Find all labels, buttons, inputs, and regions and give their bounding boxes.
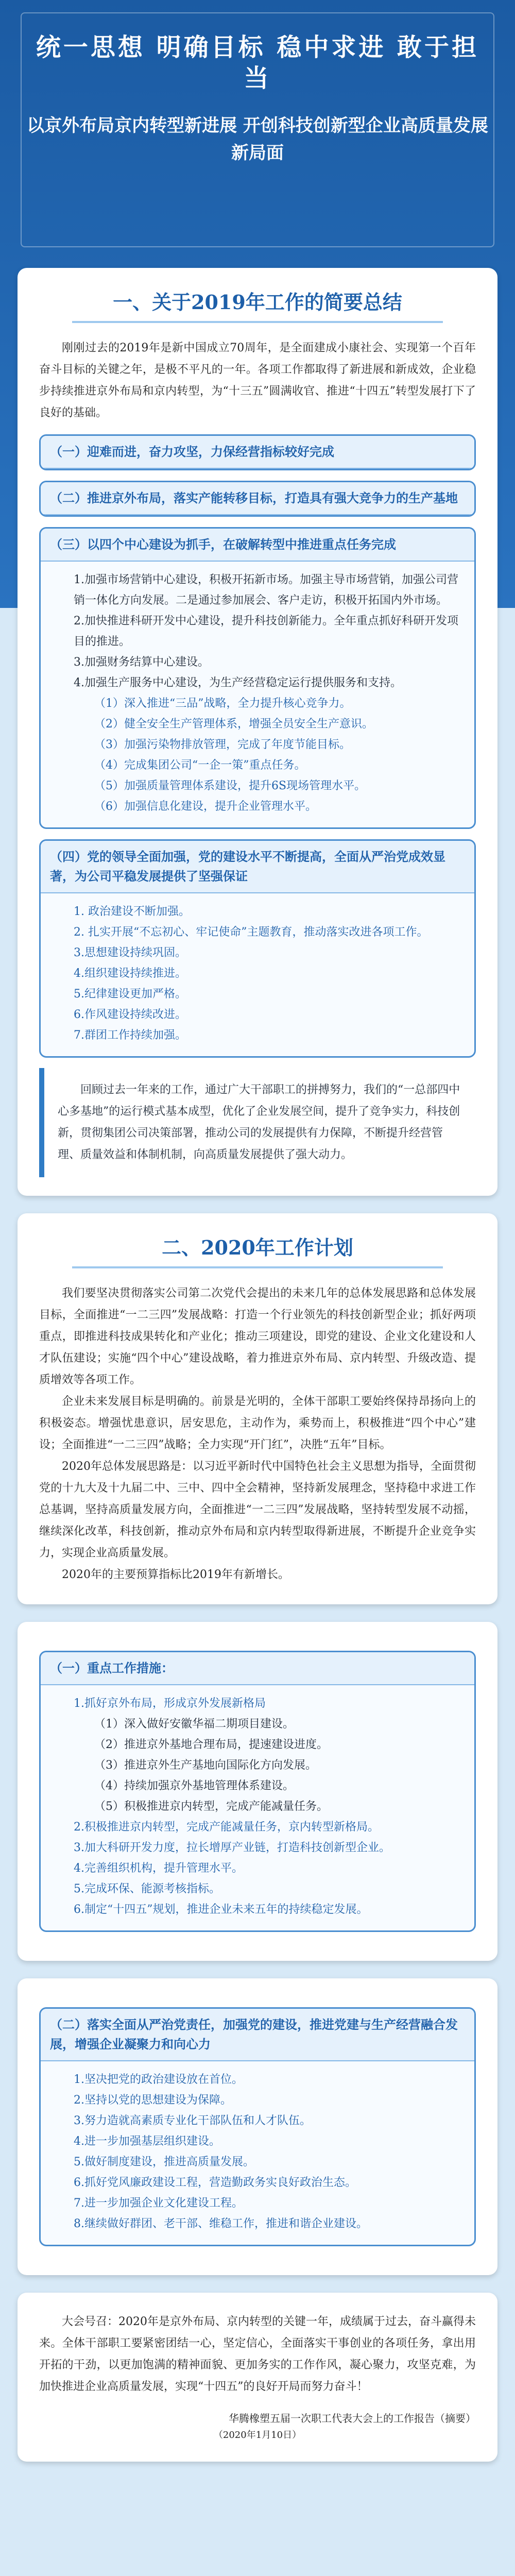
list-item: 5.完成环保、能源考核指标。 — [74, 1883, 220, 1895]
list-item: 1.坚决把党的政治建设放在首位。 — [74, 2073, 243, 2086]
closing-paragraph: 大会号召：2020年是京外布局、京内转型的关键一年，成绩属于过去，奋斗赢得未来。全体干部职工要紧密团结一心，坚定信心，全面落实干事创业的各项任务，拿出用开拓的干劲，以更加饱满的精神面貌、更加务实的工作作风，凝心聚力，攻坚克难，为加快推进企业高质量发展，实现“十四五”的良好开局而努力奋斗！ — [39, 2315, 476, 2393]
list-item: （3）推进京外生产基地向国际化方向发展。 — [94, 1759, 317, 1772]
section-party-building — [18, 1978, 497, 2275]
closing-section — [18, 2293, 497, 2462]
summary-box-2 — [39, 481, 476, 517]
section-title-2020: 二、2020年工作计划 — [72, 1232, 443, 1268]
list-item: 4.进一步加强基层组织建设。 — [74, 2135, 220, 2148]
section-2019-summary — [18, 268, 497, 1196]
plan-paragraph: 企业未来发展目标是明确的。前景是光明的，全体干部职工要始终保持昂扬向上的积极姿态。增强忧患意识，居安思危，主动作为，乘势而上，积极推进“四个中心”建设；全面推进“一二三四”战略；全力实现“开门红”，决胜“五年”目标。 — [39, 1395, 476, 1451]
list-item: 2.积极推进京内转型，完成产能减量任务，京内转型新格局。 — [74, 1821, 379, 1834]
list-item: （4）完成集团公司“一企一策”重点任务。 — [94, 759, 306, 772]
summary-box-1 — [39, 434, 476, 470]
measures-title: （一）重点工作措施： — [41, 1652, 474, 1685]
summary-box-4-title: （四）党的领导全面加强，党的建设水平不断提高，全面从严治党成效显著，为公司平稳发展提供了坚强保证 — [41, 841, 474, 893]
list-item: 2.加快推进科研开发中心建设，提升科技创新能力。全年重点抓好科研开发项目的推进。 — [74, 615, 458, 648]
list-item: 7.进一步加强企业文化建设工程。 — [74, 2197, 243, 2210]
list-item: 2. 扎实开展“不忘初心、牢记使命”主题教育，推动落实改进各项工作。 — [74, 926, 428, 939]
summary-box-2-title: （二）推进京外布局，落实产能转移目标，打造具有强大竞争力的生产基地 — [41, 482, 474, 515]
list-item: 3.努力造就高素质专业化干部队伍和人才队伍。 — [74, 2114, 311, 2127]
intro-paragraph: 刚刚过去的2019年是新中国成立70周年，是全面建成小康社会、实现第一个百年奋斗目标的关键之年，是极不平凡的一年。各项工作都取得了新进展和新成效，企业稳步持续推进京外布局和京内转型，为“十三五”圆满收官、推进“十四五”转型发展打下了良好的基础。 — [39, 342, 476, 419]
summary-box-4 — [39, 839, 476, 1058]
list-item: （4）持续加强京外基地管理体系建设。 — [94, 1780, 294, 1792]
list-item: 2.坚持以党的思想建设为保障。 — [74, 2094, 232, 2107]
list-item: 6.作风建设持续改进。 — [74, 1008, 186, 1021]
report-header — [0, 0, 515, 268]
list-item: （1）深入做好安徽华福二期项目建设。 — [94, 1718, 294, 1731]
list-item: （3）加强污染物排放管理，完成了年度节能目标。 — [94, 738, 351, 751]
list-item: 5.纪律建设更加严格。 — [74, 988, 186, 1001]
list-item: 3.思想建设持续巩固。 — [74, 946, 186, 959]
report-content — [0, 268, 515, 2510]
list-item: 3.加大科研开发力度，拉长增厚产业链，打造科技创新型企业。 — [74, 1841, 390, 1854]
list-item: （5）积极推进京内转型，完成产能减量任务。 — [94, 1800, 328, 1813]
list-item: 3.加强财务结算中心建设。 — [74, 656, 209, 669]
summary-box-1-title: （一）迎难而进，奋力攻坚，力保经营指标较好完成 — [41, 436, 474, 469]
plan-paragraph: 我们要坚决贯彻落实公司第二次党代会提出的未来几年的总体发展思路和总体发展目标，全面推进“一二三四”发展战略：打造一个行业领先的科技创新型企业；抓好两项重点，即推进科技成果转化和产业化；推动三项建设，即党的建设、企业文化建设和人才队伍建设；实施“四个中心”建设战略，着力推进京外布局、京内转型、升级改造、提质增效等各项工作。 — [39, 1287, 476, 1386]
list-item: 6.抓好党风廉政建设工程，营造勤政务实良好政治生态。 — [74, 2176, 356, 2189]
party-title: （二）落实全面从严治党责任，加强党的建设，推进党建与生产经营融合发展，增强企业凝聚力和向心力 — [41, 2009, 474, 2061]
measures-box — [39, 1651, 476, 1932]
report-date: （2020年1月10日） — [213, 2430, 302, 2441]
list-item: 4.加强生产服务中心建设，为生产经营稳定运行提供服务和支持。 — [74, 676, 402, 689]
list-item: 8.继续做好群团、老干部、维稳工作，推进和谐企业建设。 — [74, 2217, 368, 2230]
list-item: （1）深入推进“三品”战略，全力提升核心竞争力。 — [94, 697, 351, 710]
list-item: （5）加强质量管理体系建设，提升6S现场管理水平。 — [94, 779, 366, 792]
review-paragraph: 回顾过去一年来的工作，通过广大干部职工的拼搏努力，我们的“一总部四中心多基地”的运行模式基本成型，优化了企业发展空间，提升了竞争实力，科技创新，贯彻集团公司决策部署，推动公司的发展提供有力保障，不断提升经营管理、质量效益和体制机制，向高质量发展提供了强大动力。 — [39, 1068, 476, 1177]
list-item: 1.抓好京外布局，形成京外发展新格局 — [74, 1697, 266, 1710]
main-title: 统一思想 明确目标 稳中求进 敢于担当 — [36, 33, 479, 93]
list-item: 1.加强市场营销中心建设，积极开拓新市场。加强主导市场营销，加强公司营销一体化方向发展。二是通过参加展会、客户走访，积极开拓国内外市场。 — [74, 573, 458, 607]
plan-paragraph: 2020年的主要预算指标比2019年有新增长。 — [62, 1568, 289, 1581]
section-title-2019: 一、关于2019年工作的简要总结 — [72, 286, 443, 323]
party-list — [41, 2061, 474, 2245]
summary-box-3-title: （三）以四个中心建设为抓手，在破解转型中推进重点任务完成 — [41, 529, 474, 562]
section-key-measures — [18, 1622, 497, 1961]
list-item: （2）推进京外基地合理布局，提速建设进度。 — [94, 1738, 328, 1751]
list-item: （6）加强信息化建设，提升企业管理水平。 — [94, 800, 317, 813]
list-item: 6.制定“十四五”规划，推进企业未来五年的持续稳定发展。 — [74, 1903, 368, 1916]
list-item: 4.组织建设持续推进。 — [74, 967, 186, 980]
list-item: 1. 政治建设不断加强。 — [74, 905, 190, 918]
list-item: 7.群团工作持续加强。 — [74, 1029, 186, 1042]
plan-paragraph: 2020年总体发展思路是：以习近平新时代中国特色社会主义思想为指导，全面贯彻党的十九大及十九届二中、三中、四中全会精神，坚持新发展理念，坚持稳中求进工作总基调，坚持高质量发展方向，全面推进“一二三四”发展战略，坚持转型发展不动摇，继续深化改革，科技创新，推动京外布局和京内转型取得新进展，不断提升企业竞争实力，实现企业高质量发展。 — [39, 1460, 476, 1560]
measures-list — [41, 1685, 474, 1930]
summary-box-4-list — [41, 893, 474, 1056]
list-item: 4.完善组织机构，提升管理水平。 — [74, 1862, 243, 1875]
summary-box-3-list — [41, 562, 474, 827]
subtitle: 以京外布局京内转型新进展 开创科技创新型企业高质量发展新局面 — [27, 115, 488, 163]
summary-box-3 — [39, 527, 476, 829]
list-item: （2）健全安全生产管理体系，增强全员安全生产意识。 — [94, 718, 373, 731]
party-box — [39, 2007, 476, 2246]
signature: 华腾橡塑五届一次职工代表大会上的工作报告（摘要） — [229, 2412, 476, 2425]
section-2020-plan — [18, 1213, 497, 1604]
list-item: 5.做好制度建设，推进高质量发展。 — [74, 2156, 254, 2168]
